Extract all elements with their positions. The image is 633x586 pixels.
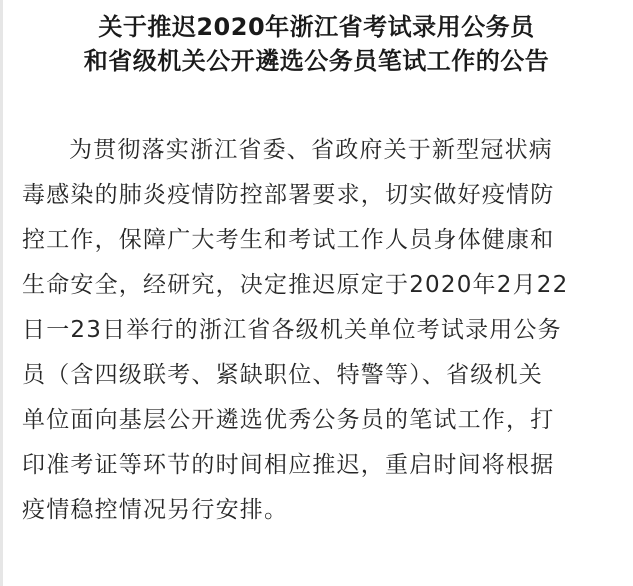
body-line-2: 毒感染的肺炎疫情防控部署要求，切实做好疫情防 [22, 182, 555, 208]
body-line-6: 员（含四级联考、紧缺职位、特警等）、省级机关 [22, 362, 543, 388]
body-line-3: 控工作，保障广大考生和考试工作人员身体健康和 [22, 227, 555, 253]
title-line-1: 关于推迟2020年浙江省考试录用公务员 [98, 13, 535, 41]
body-line-4: 生命安全，经研究，决定推迟原定于2020年2月22 [22, 272, 569, 298]
page-edge-border [0, 0, 3, 586]
body-line-7: 单位面向基层公开遴选优秀公务员的笔试工作，打 [22, 407, 555, 433]
body-line-9: 疫情稳控情况另行安排。 [22, 497, 289, 523]
announcement-title [0, 10, 633, 78]
announcement-body [22, 128, 622, 533]
title-line-2: 和省级机关公开遴选公务员笔试工作的公告 [83, 47, 550, 75]
body-line-1: 为贯彻落实浙江省委、省政府关于新型冠状病 [69, 137, 553, 163]
body-line-8: 印准考证等环节的时间相应推迟，重启时间将根据 [22, 452, 555, 478]
body-line-5: 日一23日举行的浙江省各级机关单位考试录用公务 [22, 317, 562, 343]
